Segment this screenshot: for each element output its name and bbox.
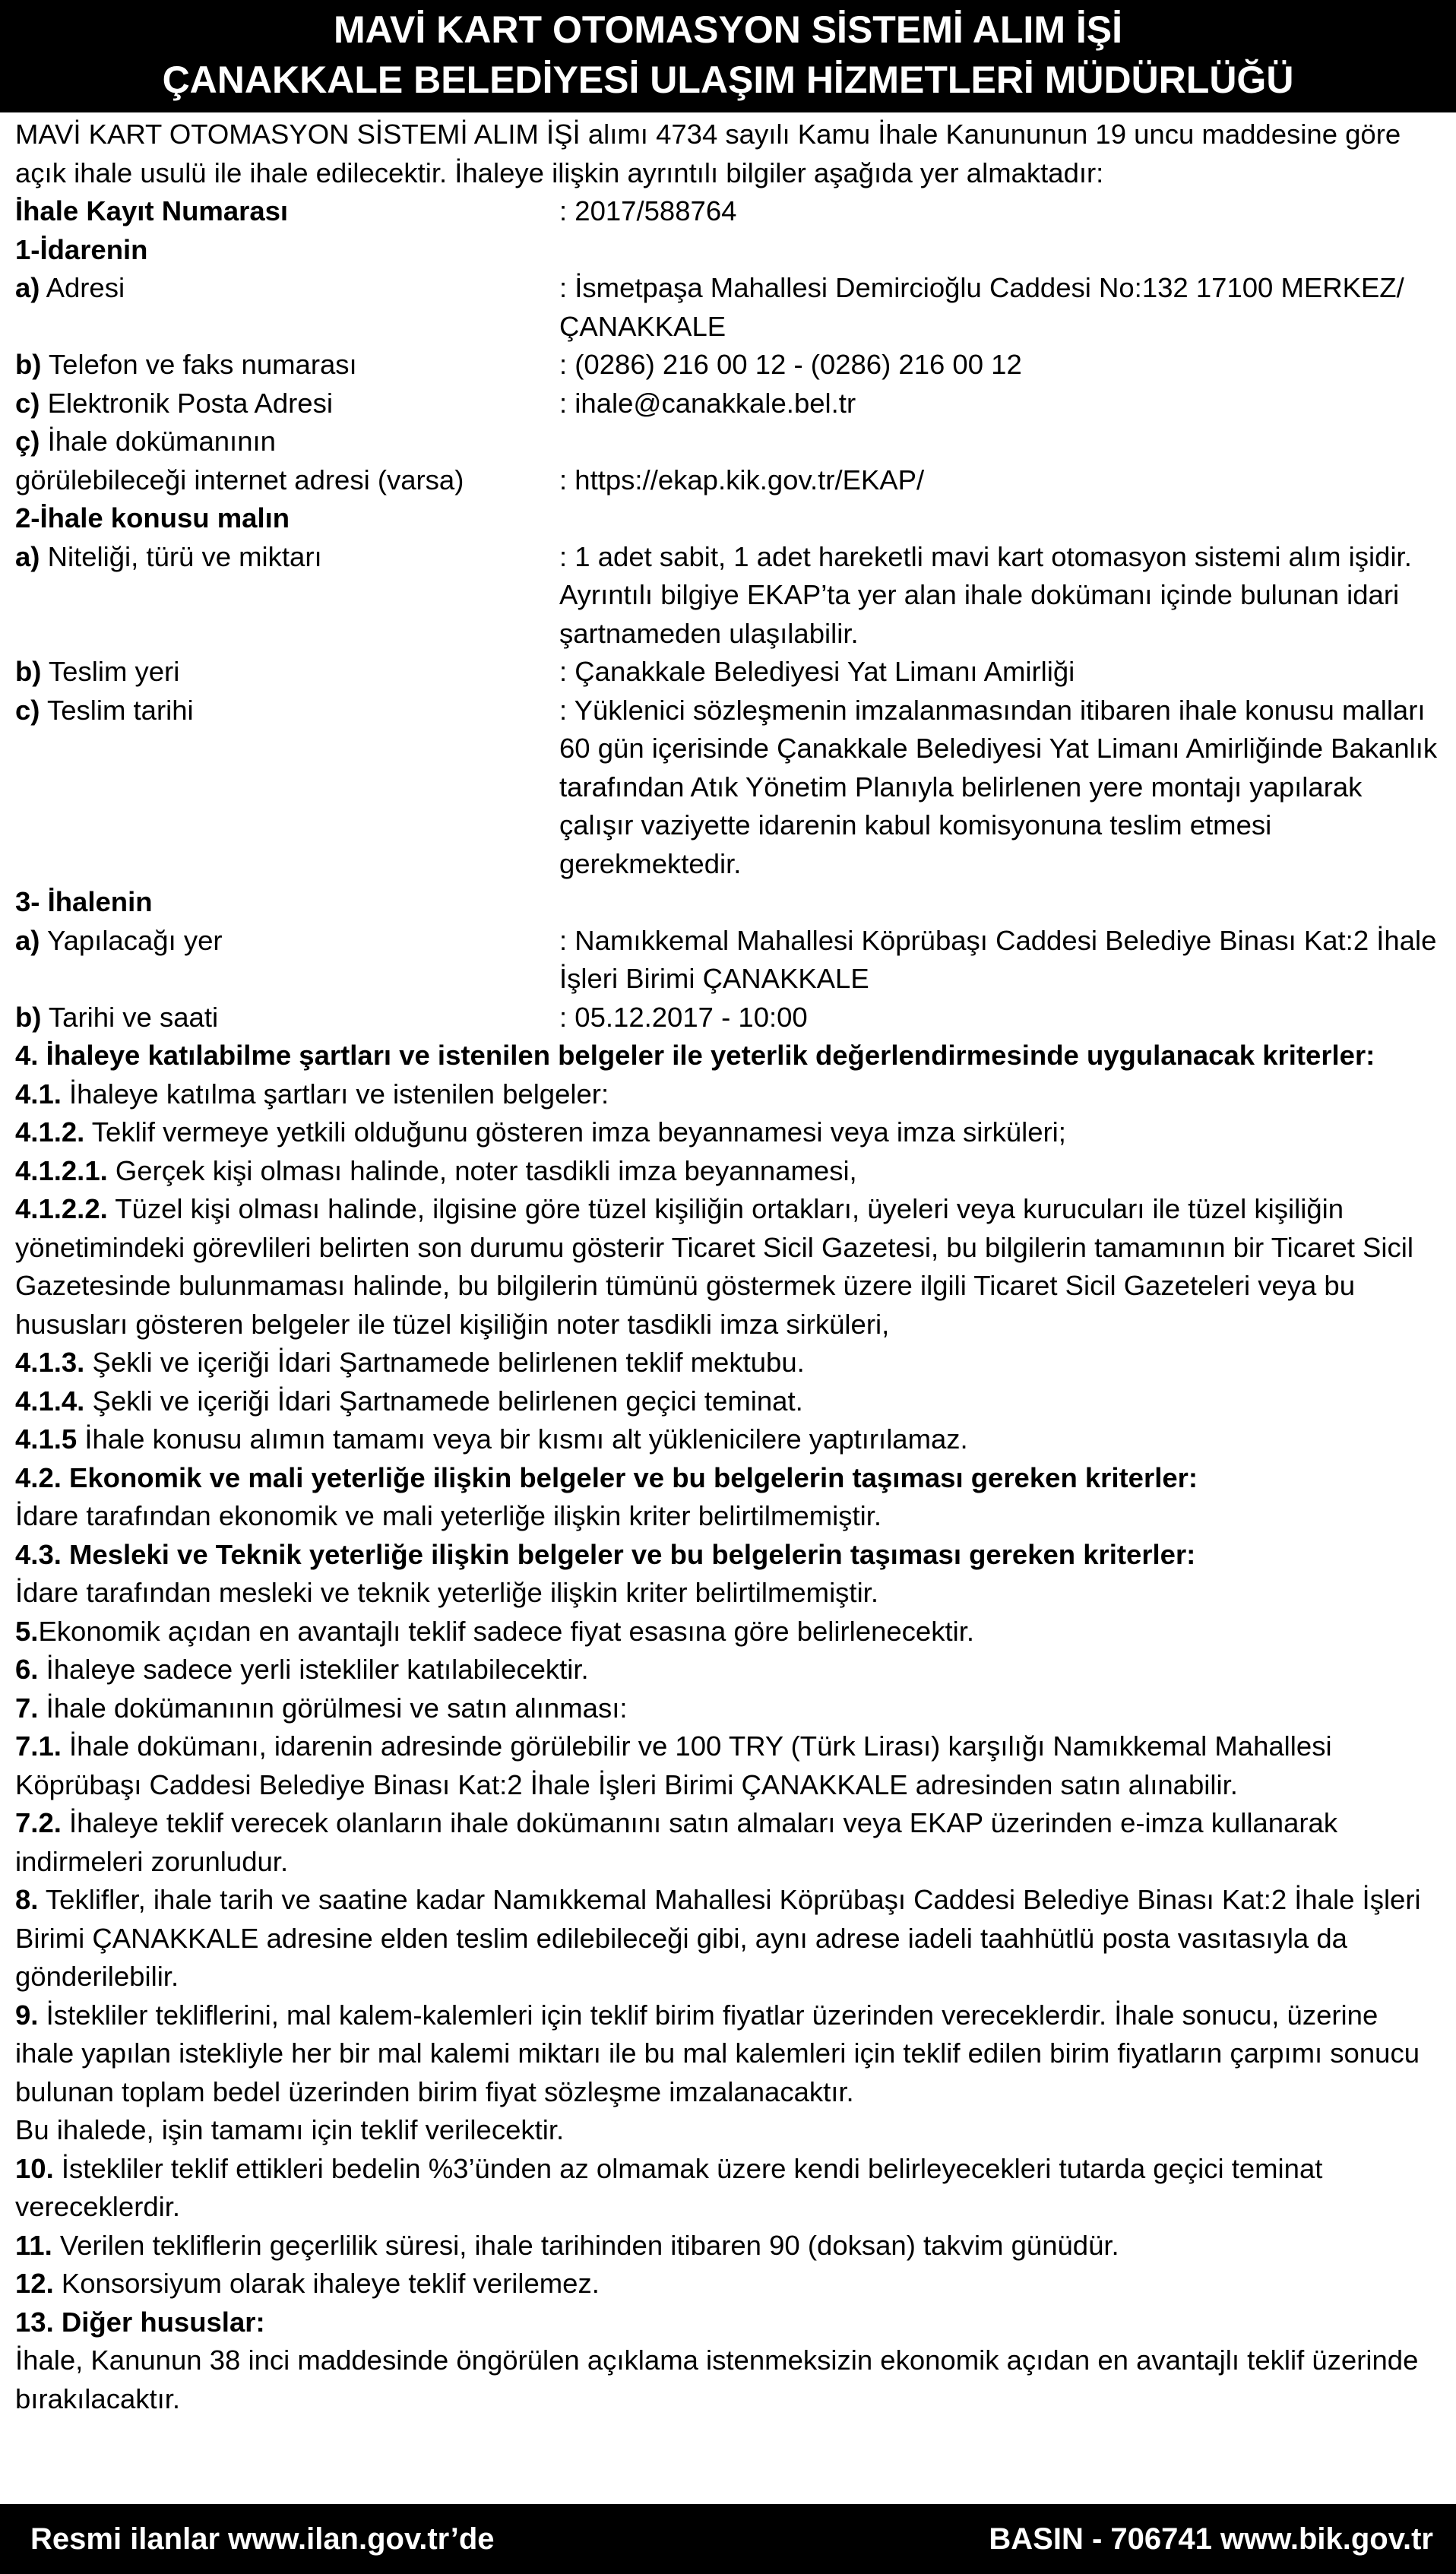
mal-niteligi-value1: : 1 adet sabit, 1 adet hareketli mavi kart otomasyon sistemi alım işidir.: [559, 540, 1412, 572]
item-5: [15, 1613, 1441, 1651]
ihale-yer-key: a): [15, 924, 40, 956]
ihale-yer-row: [15, 922, 1441, 999]
item-11-num: 11.: [15, 2229, 52, 2261]
item-10: [15, 2150, 1441, 2227]
ihale-yer-value: : Namıkkemal Mahallesi Köprübaşı Caddesi Belediye Binası Kat:2 İhale İşleri Birimi ÇANAKKALE: [559, 924, 1437, 994]
item-7-1-num: 7.1.: [15, 1730, 62, 1762]
item-7-2-text: İhaleye teklif verecek olanların ihale dokümanını satın almaları veya EKAP üzerinden e-imza kullanarak indirmeleri zorunludur.: [15, 1807, 1338, 1877]
idare-telefon-row: [15, 346, 1441, 385]
criteria-heading: 4. İhaleye katılabilme şartları ve istenilen belgeler ile yeterlik değerlendirmesinde uygulanacak kriterler:: [15, 1040, 1375, 1071]
announcement-body: [15, 112, 1441, 2418]
idare-internet-row: [15, 461, 1441, 500]
item-13-heading: 13. Diğer hususlar:: [15, 2306, 265, 2338]
item-7-1-text: İhale dokümanı, idarenin adresinde görülebilir ve 100 TRY (Türk Lirası) karşılığı Namıkkemal Mahallesi Köprübaşı Caddesi Belediye Binası Kat:2 İhale İşleri Birimi ÇANAKKALE adresinden satın alınabilir.: [15, 1730, 1332, 1800]
criteria-4-1-3-num: 4.1.3.: [15, 1347, 85, 1378]
item-8: [15, 1881, 1441, 1996]
ihale-tarih-value: : 05.12.2017 - 10:00: [559, 1001, 808, 1033]
item-7-text: İhale dokümanının görülmesi ve satın alınması:: [38, 1692, 628, 1724]
mal-niteligi-row: [15, 538, 1441, 654]
idare-adres-row: [15, 269, 1441, 346]
criteria-4-1-2-text: Teklif vermeye yetkili olduğunu gösteren imza beyannamesi veya imza sirküleri;: [84, 1116, 1066, 1148]
item-7-2: [15, 1804, 1441, 1881]
criteria-4-1-num: 4.1.: [15, 1078, 62, 1110]
idare-internet-key: ç): [15, 426, 40, 457]
mal-tarihi-key: c): [15, 694, 40, 726]
mal-tarihi-row: [15, 692, 1441, 884]
criteria-4-1-3-text: Şekli ve içeriği İdari Şartnamede belirlenen teklif mektubu.: [84, 1347, 805, 1378]
mal-title: 2-İhale konusu malın: [15, 502, 290, 533]
mal-niteligi-value2: Ayrıntılı bilgiye EKAP’ta yer alan ihale dokümanı içinde bulunan idari şartnameden ulaşılabilir.: [559, 579, 1400, 649]
idare-eposta-value: : ihale@canakkale.bel.tr: [559, 387, 856, 419]
criteria-4-1-2-1-text: Gerçek kişi olması halinde, noter tasdikli imza beyannamesi,: [107, 1154, 857, 1186]
ihale-yer-label: Yapılacağı yer: [40, 924, 223, 956]
criteria-4-1-2: [15, 1113, 1441, 1152]
criteria-4-2-text: İdare tarafından ekonomik ve mali yeterliğe ilişkin kriter belirtilmemiştir.: [15, 1500, 882, 1531]
item-5-num: 5.: [15, 1615, 39, 1647]
item-13-text: İhale, Kanunun 38 inci maddesinde öngörülen açıklama istenmeksizin ekonomik açıdan en avantajlı teklif üzerinde bırakılacaktır.: [15, 2344, 1419, 2414]
item-8-text: Teklifler, ihale tarih ve saatine kadar Namıkkemal Mahallesi Köprübaşı Caddesi Belediye Binası Kat:2 İhale İşleri Birimi ÇANAKKALE adresine elden teslim edilebileceği gibi, aynı adrese iadeli taahhütlü posta vasıtasıyla da gönderilebilir.: [15, 1884, 1421, 1992]
idare-title: 1-İdarenin: [15, 233, 148, 265]
criteria-4-1-5-text: İhale konusu alımın tamamı veya bir kısmı alt yüklenicilere yaptırılamaz.: [77, 1423, 968, 1455]
criteria-4-3-heading: 4.3. Mesleki ve Teknik yeterliğe ilişkin belgeler ve bu belgelerin taşıması gereken kriterler:: [15, 1538, 1196, 1570]
idare-adres-key: a): [15, 272, 40, 303]
idare-internet-label1: İhale dokümanının: [40, 426, 276, 457]
criteria-4-1-2-num: 4.1.2.: [15, 1116, 85, 1148]
kayit-label: İhale Kayıt Numarası: [15, 195, 289, 226]
criteria-4-1-4-text: Şekli ve içeriği İdari Şartnamede belirlenen geçici teminat.: [84, 1385, 803, 1417]
idare-eposta-key: c): [15, 387, 40, 419]
idare-eposta-row: [15, 385, 1441, 423]
footer-left-text: Resmi ilanlar www.ilan.gov.tr’de: [30, 2522, 495, 2556]
item-6: [15, 1651, 1441, 1689]
criteria-4-1-2-2: [15, 1190, 1441, 1344]
mal-yeri-label: Teslim yeri: [41, 656, 180, 687]
criteria-4-1-5: [15, 1420, 1441, 1459]
item-6-text: İhaleye sadece yerli istekliler katılabilecektir.: [38, 1654, 589, 1685]
criteria-4-3-text: İdare tarafından mesleki ve teknik yeterliğe ilişkin kriter belirtilmemiştir.: [15, 1577, 878, 1608]
kayit-row: [15, 192, 1441, 231]
item-12-text: Konsorsiyum olarak ihaleye teklif verilemez.: [53, 2268, 600, 2299]
kayit-value: : 2017/588764: [559, 195, 737, 226]
header-title-line2: ÇANAKKALE BELEDİYESİ ULAŞIM HİZMETLERİ MÜDÜRLÜĞÜ: [162, 59, 1294, 101]
item-9-note: Bu ihalede, işin tamamı için teklif verilecektir.: [15, 2114, 565, 2145]
announcement-footer: [0, 2504, 1456, 2574]
item-7-num: 7.: [15, 1692, 39, 1724]
idare-eposta-label: Elektronik Posta Adresi: [40, 387, 333, 419]
ihale-tarih-label: Tarihi ve saati: [41, 1001, 219, 1033]
item-9-num: 9.: [15, 1999, 39, 2031]
ihale-tarih-row: [15, 999, 1441, 1037]
mal-yeri-value: : Çanakkale Belediyesi Yat Limanı Amirliği: [559, 656, 1075, 687]
criteria-4-1-3: [15, 1344, 1441, 1382]
idare-internet-label2: görülebileceği internet adresi (varsa): [15, 464, 464, 495]
announcement-header: [0, 0, 1456, 112]
criteria-4-1: [15, 1075, 1441, 1114]
ihale-title: 3- İhalenin: [15, 886, 153, 917]
item-12: [15, 2265, 1441, 2303]
mal-niteligi-key: a): [15, 540, 40, 572]
criteria-4-1-2-2-num: 4.1.2.2.: [15, 1193, 108, 1224]
mal-yeri-row: [15, 653, 1441, 692]
item-5-text: Ekonomik açıdan en avantajlı teklif sadece fiyat esasına göre belirlenecektir.: [38, 1615, 975, 1647]
item-11: [15, 2227, 1441, 2265]
item-10-text: İstekliler teklif ettikleri bedelin %3’ünden az olmamak üzere kendi belirleyecekleri tutarda geçici teminat vereceklerdir.: [15, 2152, 1323, 2222]
footer-right-text: BASIN - 706741 www.bik.gov.tr: [989, 2522, 1433, 2556]
ihale-tarih-key: b): [15, 1001, 42, 1033]
mal-niteligi-label: Niteliği, türü ve miktarı: [40, 540, 322, 572]
item-7-2-num: 7.2.: [15, 1807, 62, 1838]
item-8-num: 8.: [15, 1884, 39, 1915]
criteria-4-1-4-num: 4.1.4.: [15, 1385, 85, 1417]
item-10-num: 10.: [15, 2152, 54, 2184]
criteria-4-1-5-num: 4.1.5: [15, 1423, 78, 1455]
item-12-num: 12.: [15, 2268, 54, 2299]
idare-telefon-value: : (0286) 216 00 12 - (0286) 216 00 12: [559, 349, 1022, 380]
item-6-num: 6.: [15, 1654, 39, 1685]
mal-yeri-key: b): [15, 656, 42, 687]
idare-telefon-key: b): [15, 349, 42, 380]
intro-paragraph: MAVİ KART OTOMASYON SİSTEMİ ALIM İŞİ alımı 4734 sayılı Kamu İhale Kanununun 19 uncu maddesine göre açık ihale usulü ile ihale edilecektir. İhaleye ilişkin ayrıntılı bilgiler aşağıda yer almaktadır:: [15, 119, 1401, 188]
item-11-text: Verilen tekliflerin geçerlilik süresi, ihale tarihinden itibaren 90 (doksan) takvim günüdür.: [52, 2229, 1119, 2261]
idare-adres-label: Adresi: [40, 272, 125, 303]
item-7-1: [15, 1727, 1441, 1804]
header-title-line1: MAVİ KART OTOMASYON SİSTEMİ ALIM İŞİ: [334, 8, 1122, 51]
criteria-4-1-2-1: [15, 1152, 1441, 1191]
idare-internet-value: : https://ekap.kik.gov.tr/EKAP/: [559, 464, 925, 495]
criteria-4-1-2-1-num: 4.1.2.1.: [15, 1154, 108, 1186]
criteria-4-1-2-2-text: Tüzel kişi olması halinde, ilgisine göre tüzel kişiliğin ortakları, üyeleri veya kurucuları ile tüzel kişiliğin yönetimindeki görevlileri belirten son durumu gösterir Ticaret Sicil Gazetesi, bu bilgilerin tamamının bir Ticaret Sicil Gazetesinde bulunmaması halinde, bu bilgilerin tümünü göstermek üzere ilgili Ticaret Sicil Gazeteleri veya bu hususları gösteren belgeler ile tüzel kişiliğin noter tasdikli imza sirküleri,: [15, 1193, 1413, 1340]
item-9-text: İstekliler tekliflerini, mal kalem-kalemleri için teklif birim fiyatlar üzerinden vereceklerdir. İhale sonucu, üzerine ihale yapılan istekliyle her bir mal kalemi miktarı ile bu mal kalemleri için teklif edilen birim fiyatların çarpımı sonucu bulunan toplam bedel üzerinden birim fiyat sözleşme imzalanacaktır.: [15, 1999, 1420, 2107]
idare-telefon-label: Telefon ve faks numarası: [41, 349, 357, 380]
item-7: [15, 1689, 1441, 1728]
criteria-4-1-4: [15, 1382, 1441, 1421]
idare-internet-label1-row: [15, 423, 1441, 461]
criteria-4-2-heading: 4.2. Ekonomik ve mali yeterliğe ilişkin belgeler ve bu belgelerin taşıması gereken kriterler:: [15, 1461, 1198, 1493]
idare-adres-value: : İsmetpaşa Mahallesi Demircioğlu Caddesi No:132 17100 MERKEZ/ÇANAKKALE: [559, 272, 1404, 342]
mal-tarihi-value: : Yüklenici sözleşmenin imzalanmasından itibaren ihale konusu malları 60 gün içerisinde Çanakkale Belediyesi Yat Limanı Amirliğinde Bakanlık tarafından Atık Yönetim Planıyla belirlenen yere montajı yapılarak çalışır vaziyette idarenin kabul komisyonuna teslim etmesi gerekmektedir.: [559, 694, 1438, 879]
criteria-4-1-text: İhaleye katılma şartları ve istenilen belgeler:: [61, 1078, 609, 1110]
item-9: [15, 1996, 1441, 2112]
mal-tarihi-label: Teslim tarihi: [40, 694, 194, 726]
